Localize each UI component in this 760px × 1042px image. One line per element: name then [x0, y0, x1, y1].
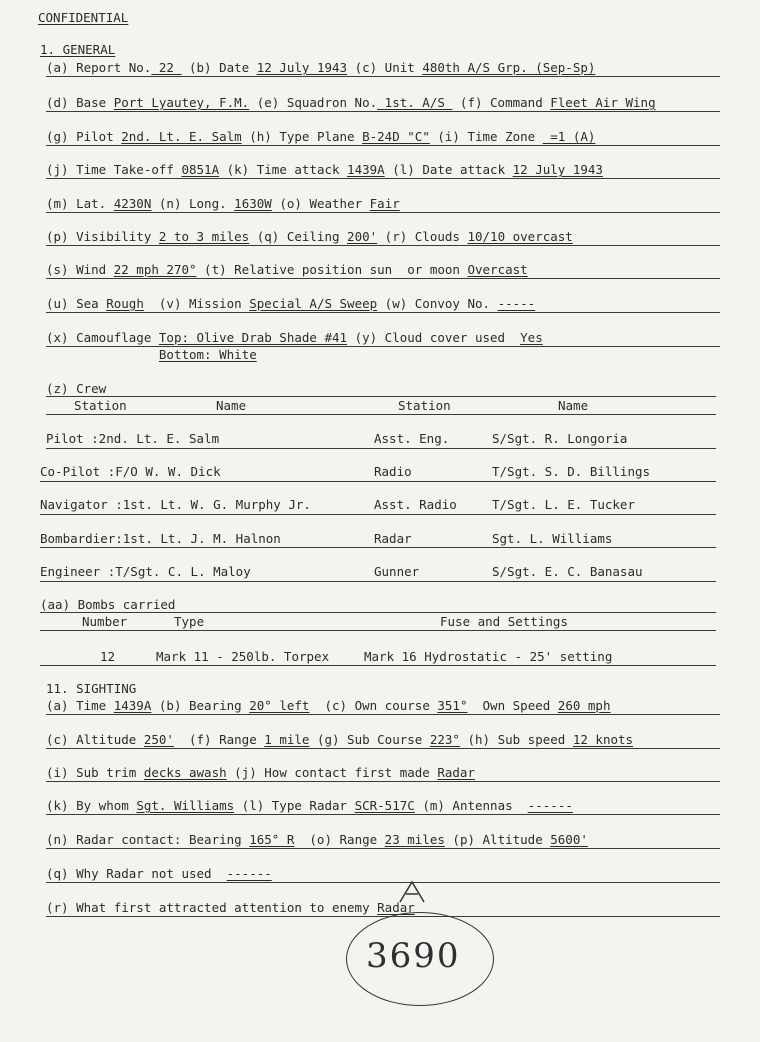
sighting-line [46, 732, 633, 748]
form-field-value: Fair [369, 196, 400, 211]
section-general-heading: 1. GENERAL [40, 42, 116, 57]
sighting-line [46, 765, 475, 781]
form-field-value: Radar [377, 900, 415, 915]
bombs-fuse: Mark 16 Hydrostatic - 25' setting [364, 649, 613, 664]
form-field-value: 12 knots [572, 732, 634, 747]
form-field-value: SCR-517C [354, 798, 415, 813]
form-field-label: (q) Ceiling [249, 229, 348, 244]
general-line [46, 60, 595, 76]
form-field-label: (x) Camouflage [46, 330, 159, 345]
form-field-label: (q) Why Radar not used [46, 866, 227, 881]
form-field-label: (b) Date [181, 60, 257, 75]
form-rule [46, 212, 720, 213]
form-field-value: ------ [527, 798, 573, 813]
form-field-value: Overcast [467, 262, 528, 277]
form-field-label: (r) What first attracted attention to enemy [46, 900, 378, 915]
form-field-value: Bottom: White [158, 347, 257, 362]
form-field-label: (l) Date attack [384, 162, 513, 177]
form-field-value: 5600' [550, 832, 588, 847]
sighting-line [46, 698, 610, 714]
general-line [46, 347, 257, 363]
form-field-label: (o) Range [294, 832, 385, 847]
form-field-value: Fleet Air Wing [550, 95, 656, 110]
form-rule [46, 278, 720, 279]
form-rule [46, 714, 720, 715]
form-field-label: (b) Bearing [151, 698, 250, 713]
form-field-label: (g) Sub Course [309, 732, 430, 747]
form-field-value: 223° [429, 732, 460, 747]
form-field-value: Port Lyautey, F.M. [113, 95, 250, 110]
form-field-value: decks awash [143, 765, 227, 780]
form-field-value: 20° left [249, 698, 310, 713]
crew-row-2-left: Navigator :1st. Lt. W. G. Murphy Jr. [40, 497, 311, 512]
form-field-label: (h) Sub speed [459, 732, 573, 747]
form-field-value: Top: Olive Drab Shade #41 [158, 330, 348, 345]
form-field-value: 2 to 3 miles [158, 229, 250, 244]
bombs-col-fuse: Fuse and Settings [440, 614, 568, 629]
form-rule [46, 414, 716, 415]
form-field-value: Rough [106, 296, 144, 311]
form-field-label: (n) Radar contact: Bearing [46, 832, 250, 847]
form-rule [46, 178, 720, 179]
form-field-label: (a) Report No. [46, 60, 152, 75]
form-field-label: (n) Long. [151, 196, 235, 211]
form-rule [46, 781, 720, 782]
bombs-heading: (aa) Bombs carried [40, 597, 176, 612]
crew-row-4-station: Gunner [374, 564, 420, 579]
form-field-value: 250' [143, 732, 174, 747]
form-rule [40, 514, 716, 515]
general-line [46, 95, 656, 111]
form-rule [40, 630, 716, 631]
crew-row-4-left: Engineer :T/Sgt. C. L. Maloy [40, 564, 251, 579]
crew-row-1-station: Radio [374, 464, 412, 479]
form-field-label: (t) Relative position sun or moon [196, 262, 468, 277]
form-field-label: (k) By whom [46, 798, 137, 813]
form-field-label [46, 347, 159, 362]
form-field-label: (f) Command [452, 95, 551, 110]
crew-col-name-2: Name [558, 398, 589, 413]
crew-col-name: Name [216, 398, 247, 413]
form-field-value: ----- [497, 296, 536, 311]
form-field-value: 1439A [347, 162, 385, 177]
form-field-label: Own Speed [467, 698, 558, 713]
form-field-label: (j) How contact first made [226, 765, 438, 780]
form-field-value: 12 July 1943 [512, 162, 603, 177]
form-field-label: (c) Unit [347, 60, 423, 75]
form-field-label: (j) Time Take-off [46, 162, 182, 177]
crew-row-1-left: Co-Pilot :F/O W. W. Dick [40, 464, 221, 479]
form-rule [46, 245, 720, 246]
form-field-label: (f) Range [173, 732, 265, 747]
crew-col-station-2: Station [398, 398, 451, 413]
crew-row-3-station: Radar [374, 531, 412, 546]
form-field-value: 2nd. Lt. E. Salm [121, 129, 242, 144]
form-field-label: (s) Wind [46, 262, 114, 277]
form-field-label: (g) Pilot [46, 129, 122, 144]
form-rule [46, 312, 720, 313]
form-field-value: 22 mph 270° [113, 262, 197, 277]
form-field-value: B-24D "C" [362, 129, 430, 144]
form-rule [46, 76, 720, 77]
form-field-value: 1 mile [264, 732, 310, 747]
general-line [46, 262, 528, 278]
form-field-label: (a) Time [46, 698, 114, 713]
form-field-label: (p) Visibility [46, 229, 159, 244]
handwritten-caret-mark [398, 880, 426, 904]
crew-row-4-name: S/Sgt. E. C. Banasau [492, 564, 643, 579]
form-rule [46, 396, 716, 397]
form-field-value: 260 mph [557, 698, 611, 713]
form-field-label: (y) Cloud cover used [347, 330, 521, 345]
form-field-value: 0851A [181, 162, 220, 177]
form-rule [40, 481, 716, 482]
form-rule [40, 612, 716, 613]
general-line [46, 330, 543, 346]
form-field-value: Sgt. Williams [136, 798, 235, 813]
crew-row-1-name: T/Sgt. S. D. Billings [492, 464, 651, 479]
general-line [46, 162, 603, 178]
form-rule [46, 916, 720, 917]
bombs-col-type: Type [174, 614, 205, 629]
form-field-value: Special A/S Sweep [249, 296, 378, 311]
form-rule [40, 547, 716, 548]
form-field-value: Yes [520, 330, 543, 345]
form-field-label: (r) Clouds [377, 229, 468, 244]
crew-row-0-station: Asst. Eng. [374, 431, 450, 446]
form-field-label: (m) Antennas [414, 798, 528, 813]
form-field-value: 22 [151, 60, 182, 75]
bombs-col-number: Number [82, 614, 128, 629]
form-field-label: (e) Squadron No. [249, 95, 378, 110]
form-field-label: (l) Type Radar [234, 798, 355, 813]
form-rule [46, 145, 720, 146]
form-field-value: 10/10 overcast [467, 229, 573, 244]
form-field-value: 23 miles [384, 832, 445, 847]
form-field-value: =1 (A) [542, 129, 596, 144]
form-field-value: 1630W [234, 196, 272, 211]
form-field-label: (o) Weather [271, 196, 370, 211]
form-field-label: (i) Time Zone [429, 129, 543, 144]
form-field-label: (c) Own course [309, 698, 438, 713]
crew-row-3-name: Sgt. L. Williams [492, 531, 613, 546]
sighting-line [46, 900, 415, 916]
classification-header: CONFIDENTIAL [38, 10, 129, 25]
form-field-label: (k) Time attack [219, 162, 348, 177]
general-line [46, 229, 573, 245]
handwritten-document-number: 3690 [366, 936, 461, 976]
form-rule [46, 448, 716, 449]
crew-col-station: Station [74, 398, 127, 413]
general-line [46, 129, 595, 145]
form-rule [40, 581, 716, 582]
bombs-number: 12 [100, 649, 116, 664]
sighting-line [46, 832, 588, 848]
sighting-line [46, 866, 272, 882]
form-field-value: 1439A [113, 698, 152, 713]
form-field-label: (v) Mission [143, 296, 250, 311]
form-field-value: 200' [347, 229, 378, 244]
form-field-value: 480th A/S Grp. (Sep-Sp) [422, 60, 596, 75]
form-rule [46, 111, 720, 112]
form-field-label: (p) Altitude [444, 832, 551, 847]
form-rule [46, 882, 720, 883]
form-field-value: ------ [226, 866, 272, 881]
form-field-value: Radar [437, 765, 475, 780]
sighting-line [46, 798, 573, 814]
form-field-label: (i) Sub trim [46, 765, 144, 780]
crew-row-0-left: Pilot :2nd. Lt. E. Salm [46, 431, 220, 446]
general-line [46, 296, 535, 312]
crew-row-2-station: Asst. Radio [374, 497, 457, 512]
form-field-label: (c) Altitude [46, 732, 144, 747]
form-field-value: 165° R [249, 832, 295, 847]
crew-row-2-name: T/Sgt. L. E. Tucker [492, 497, 635, 512]
form-field-value: 351° [437, 698, 468, 713]
form-field-label: (u) Sea [46, 296, 107, 311]
crew-heading: (z) Crew [46, 381, 107, 396]
form-field-label: (m) Lat. [46, 196, 114, 211]
form-field-label: (d) Base [46, 95, 114, 110]
form-rule [46, 848, 720, 849]
form-field-value: 1st. A/S [377, 95, 453, 110]
crew-row-3-left: Bombardier:1st. Lt. J. M. Halnon [40, 531, 281, 546]
form-field-label: (w) Convoy No. [377, 296, 498, 311]
bombs-type: Mark 11 - 250lb. Torpex [156, 649, 330, 664]
form-field-value: 12 July 1943 [256, 60, 348, 75]
form-rule [46, 748, 720, 749]
form-field-value: 4230N [113, 196, 152, 211]
crew-row-0-name: S/Sgt. R. Longoria [492, 431, 628, 446]
form-field-label: (h) Type Plane [241, 129, 363, 144]
section-sighting-heading: 11. SIGHTING [46, 681, 137, 696]
form-rule [46, 814, 720, 815]
general-line [46, 196, 400, 212]
form-rule [40, 665, 716, 666]
